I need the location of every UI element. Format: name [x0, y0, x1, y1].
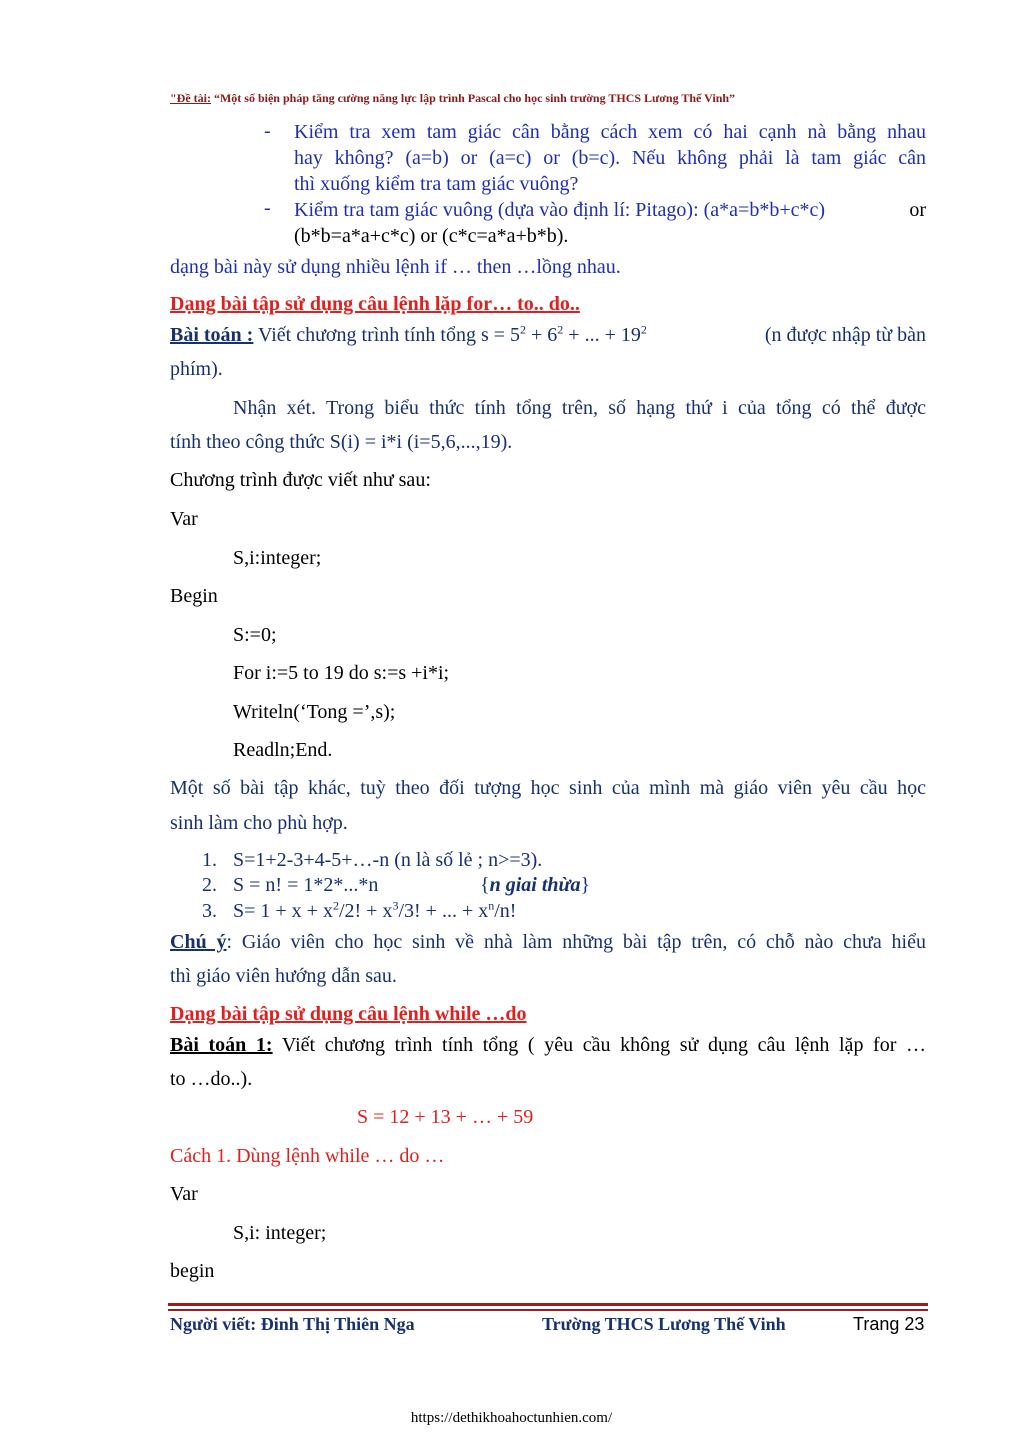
problem-text: Viết chương trình tính tổng ( yêu cầu không sử dụng câu lệnh lặp for …: [272, 1034, 927, 1056]
code-line: Readln;End.: [233, 739, 333, 761]
formula-part: S= 1 + x + x: [233, 900, 333, 922]
remark-line-2: tính theo công thức S(i) = i*i (i=5,6,...,19).: [170, 431, 513, 453]
code-line: Begin: [170, 585, 218, 607]
source-url[interactable]: https://dethikhoahoctunhien.com/: [410, 1410, 613, 1426]
program-intro: Chương trình được viết như sau:: [170, 469, 431, 491]
footer-rule: [168, 1303, 928, 1306]
code-line: For i:=5 to 19 do s:=s +i*i;: [233, 662, 450, 684]
exercise-3: [233, 898, 516, 924]
code-line: S,i: integer;: [233, 1222, 327, 1244]
remark-line-1: Nhận xét. Trong biểu thức tính tổng trên, số hạng thứ i của tổng có thể được: [233, 397, 926, 419]
problem-text: (n được nhập từ bàn: [764, 324, 926, 346]
problem-text: + 6: [526, 324, 558, 346]
code-line: Writeln(‘Tong =’,s);: [233, 701, 396, 723]
footer-school: Trường THCS Lương Thế Vinh: [542, 1314, 786, 1334]
note-text: : Giáo viên cho học sinh về nhà làm những bài tập trên, có chỗ nào chưa hiểu: [226, 931, 926, 953]
superscript: 2: [640, 322, 647, 337]
sum-formula: S = 12 + 13 + … + 59: [357, 1106, 534, 1128]
brace: {: [480, 874, 490, 896]
superscript: n: [488, 898, 495, 913]
footer-rule: [168, 1309, 928, 1311]
exercise-number: 1.: [202, 849, 217, 871]
note-line-1: [170, 929, 926, 955]
header-title: “Một số biện pháp tăng cường năng lực lập trình Pascal cho học sinh trường THCS Lương Thế Vinh”: [210, 91, 736, 105]
exercise-2: S = n! = 1*2*...*n: [233, 874, 379, 896]
note-label: Chú ý: [170, 931, 227, 953]
problem-text: Viết chương trình tính tổng s = 5: [253, 324, 521, 346]
section-while-heading: Dạng bài tập sử dụng câu lệnh while …do: [170, 1003, 527, 1025]
code-line: Var: [170, 1183, 198, 1205]
exercise-2-note: [480, 872, 590, 898]
brace: }: [580, 874, 591, 896]
formula-part: /3! + ... + x: [398, 900, 489, 922]
section-for-heading: Dạng bài tập sử dụng câu lệnh lặp for… to.. do..: [170, 293, 580, 315]
method-heading: Cách 1. Dùng lệnh while … do …: [170, 1145, 445, 1167]
bullet-2-line-1: [294, 197, 926, 223]
problem-label: Bài toán :: [170, 324, 254, 346]
header-label: "Đề tài:: [170, 91, 211, 105]
bullet-dash: -: [264, 197, 271, 219]
problem-label: Bài toán 1:: [170, 1034, 273, 1056]
page-number: Trang 23: [853, 1314, 925, 1334]
footer-author: Người viết: Đinh Thị Thiên Nga: [170, 1314, 415, 1334]
exercises-intro-2: sinh làm cho phù hợp.: [170, 812, 348, 834]
bullet-2-text: Kiểm tra tam giác vuông (dựa vào định lí: Pitago): (a*a=b*b+c*c): [294, 199, 826, 221]
bullet-2-line-2: (b*b=a*a+c*c) or (c*c=a*a+b*b).: [294, 225, 569, 247]
bullet-dash: -: [264, 120, 271, 142]
exercise-number: 2.: [202, 874, 217, 896]
superscript: 2: [520, 322, 527, 337]
while-problem-line-2: to …do..).: [170, 1068, 253, 1090]
nested-if-note: dạng bài này sử dụng nhiều lệnh if … then …lồng nhau.: [170, 256, 621, 278]
exercises-intro-1: Một số bài tập khác, tuỳ theo đối tượng học sinh của mình mà giáo viên yêu cầu học: [170, 777, 926, 799]
document-header: [170, 91, 735, 106]
bullet-1-line-2: hay không? (a=b) or (a=c) or (b=c). Nếu không phải là tam giác cân: [294, 147, 926, 169]
note-line-2: thì giáo viên hướng dẫn sau.: [170, 965, 397, 987]
code-line: Var: [170, 508, 198, 530]
code-line: begin: [170, 1260, 215, 1282]
code-line: S,i:integer;: [233, 547, 322, 569]
bullet-1-line-1: Kiểm tra xem tam giác cân bằng cách xem có hai cạnh nà bằng nhau: [294, 121, 926, 143]
exercise-1: S=1+2-3+4-5+…-n (n là số lẻ ; n>=3).: [233, 849, 543, 871]
bullet-2-or: or: [909, 199, 926, 221]
for-problem-line-2: phím).: [170, 358, 223, 380]
superscript: 3: [392, 898, 399, 913]
code-line: S:=0;: [233, 624, 277, 646]
formula-part: /n!: [494, 900, 517, 922]
problem-text: + ... + 19: [563, 324, 641, 346]
bullet-1-line-3: thì xuống kiểm tra tam giác vuông?: [294, 173, 579, 195]
note-text: n giai thừa: [489, 874, 581, 896]
superscript: 2: [557, 322, 564, 337]
while-problem-line-1: [170, 1032, 926, 1058]
formula-part: /2! + x: [338, 900, 393, 922]
for-problem-line-1: [170, 322, 926, 348]
superscript: 2: [332, 898, 339, 913]
exercise-number: 3.: [202, 900, 217, 922]
